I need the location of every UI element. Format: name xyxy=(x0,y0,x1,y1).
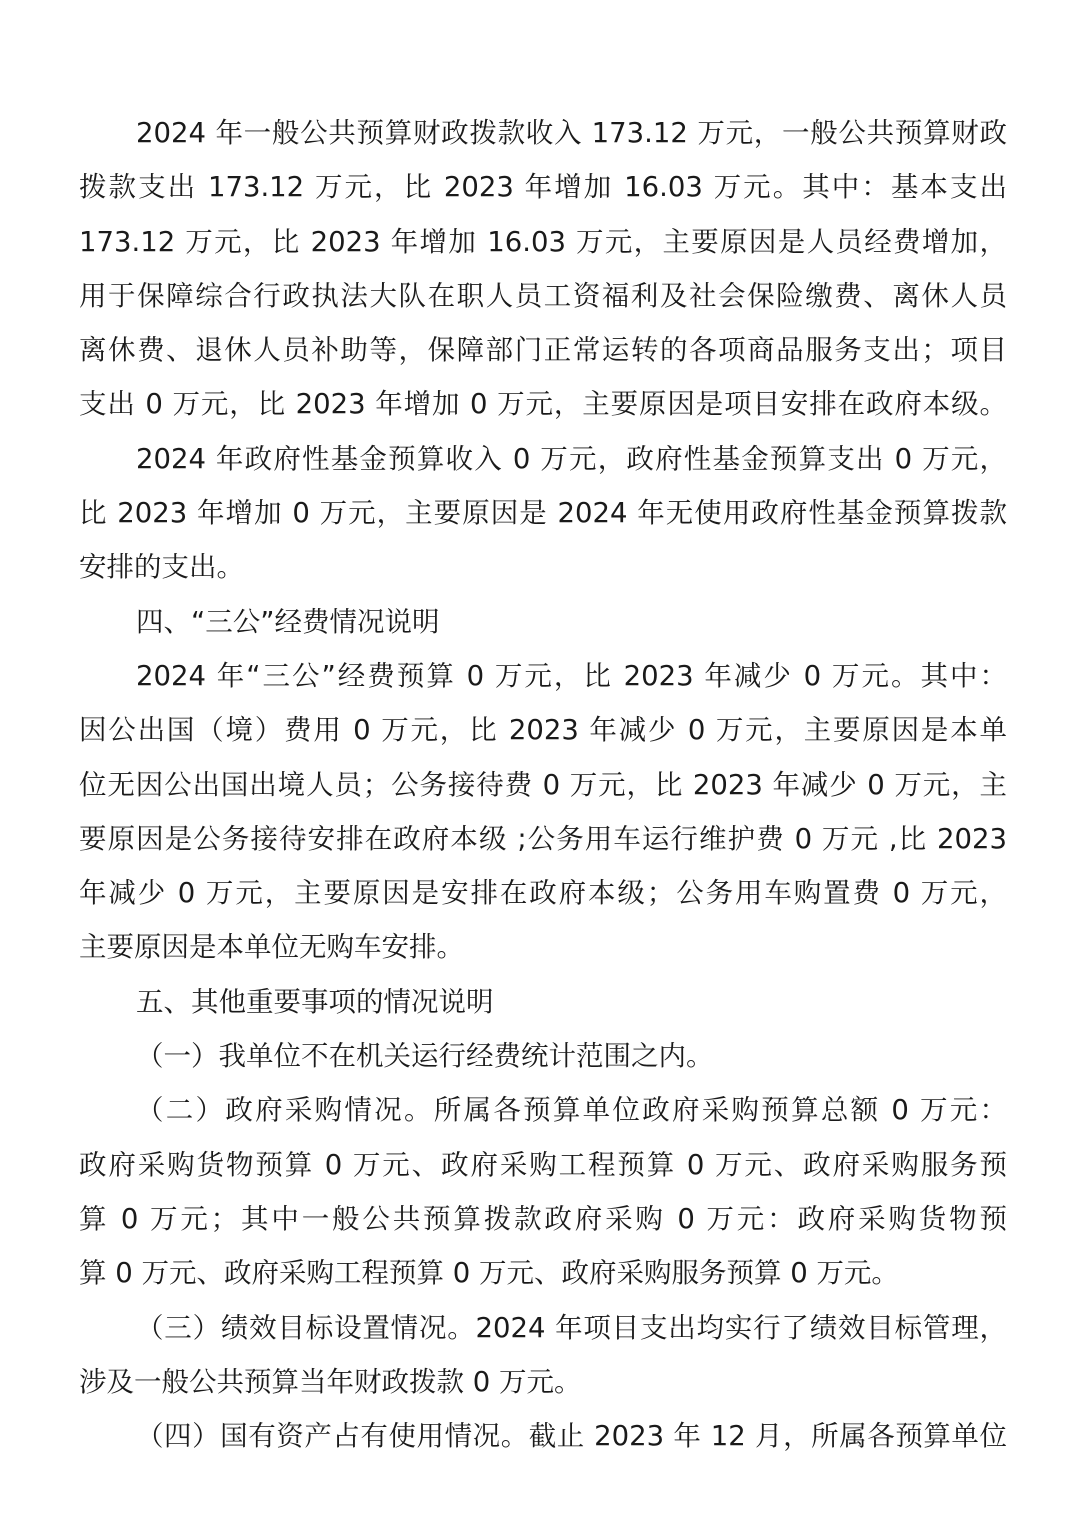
text-line-11: 2024 年“三公”经费预算 0 万元，比 2023 年减少 0 万元。其中： xyxy=(136,659,1007,692)
section-heading-five: 五、其他重要事项的情况说明 xyxy=(136,985,494,1018)
text-line-14: 要原因是公务接待安排在政府本级 ;公务用车运行维护费 0 万元 ,比 2023 xyxy=(79,822,1007,855)
text-line-7: 2024 年政府性基金预算收入 0 万元，政府性基金预算支出 0 万元， xyxy=(136,442,1007,475)
document-page xyxy=(79,106,1007,1463)
text-line-25: （四）国有资产占有使用情况。截止 2023 年 12 月，所属各预算单位 xyxy=(136,1420,1007,1453)
section-heading-four: 四、“三公”经费情况说明 xyxy=(136,605,440,638)
text-line-21: 算 0 万元；其中一般公共预算拨款政府采购 0 万元：政府采购货物预 xyxy=(79,1202,1007,1235)
text-line-1: 2024 年一般公共预算财政拨款收入 173.12 万元，一般公共预算财政 xyxy=(136,117,1007,149)
text-line-13: 位无因公出国出境人员；公务接待费 0 万元，比 2023 年减少 0 万元，主 xyxy=(79,768,1007,801)
text-line-18: （一）我单位不在机关运行经费统计范围之内。 xyxy=(136,1040,714,1073)
text-line-12: 因公出国（境）费用 0 万元，比 2023 年减少 0 万元，主要原因是本单 xyxy=(79,714,1007,747)
text-line-15: 年减少 0 万元，主要原因是安排在政府本级；公务用车购置费 0 万元， xyxy=(79,877,1007,910)
text-line-2: 拨款支出 173.12 万元，比 2023 年增加 16.03 万元。其中：基本支出 xyxy=(79,171,1007,204)
text-line-8: 比 2023 年增加 0 万元，主要原因是 2024 年无使用政府性基金预算拨款 xyxy=(79,497,1007,530)
text-line-20: 政府采购货物预算 0 万元、政府采购工程预算 0 万元、政府采购服务预 xyxy=(79,1148,1007,1181)
text-line-9: 安排的支出。 xyxy=(79,551,244,584)
text-line-6: 支出 0 万元，比 2023 年增加 0 万元，主要原因是项目安排在政府本级。 xyxy=(79,388,1007,421)
text-line-24: 涉及一般公共预算当年财政拨款 0 万元。 xyxy=(79,1365,582,1398)
text-line-4: 用于保障综合行政执法大队在职人员工资福利及社会保险缴费、离休人员 xyxy=(79,279,1007,312)
text-line-19: （二）政府采购情况。所属各预算单位政府采购预算总额 0 万元： xyxy=(136,1094,1007,1127)
text-line-5: 离休费、退休人员补助等，保障部门正常运转的各项商品服务支出；项目 xyxy=(79,334,1007,367)
text-line-16: 主要原因是本单位无购车安排。 xyxy=(79,931,464,964)
text-line-23: （三）绩效目标设置情况。2024 年项目支出均实行了绩效目标管理， xyxy=(136,1311,1007,1344)
text-line-3: 173.12 万元，比 2023 年增加 16.03 万元，主要原因是人员经费增加， xyxy=(79,225,1007,258)
text-line-22: 算 0 万元、政府采购工程预算 0 万元、政府采购服务预算 0 万元。 xyxy=(79,1257,899,1290)
